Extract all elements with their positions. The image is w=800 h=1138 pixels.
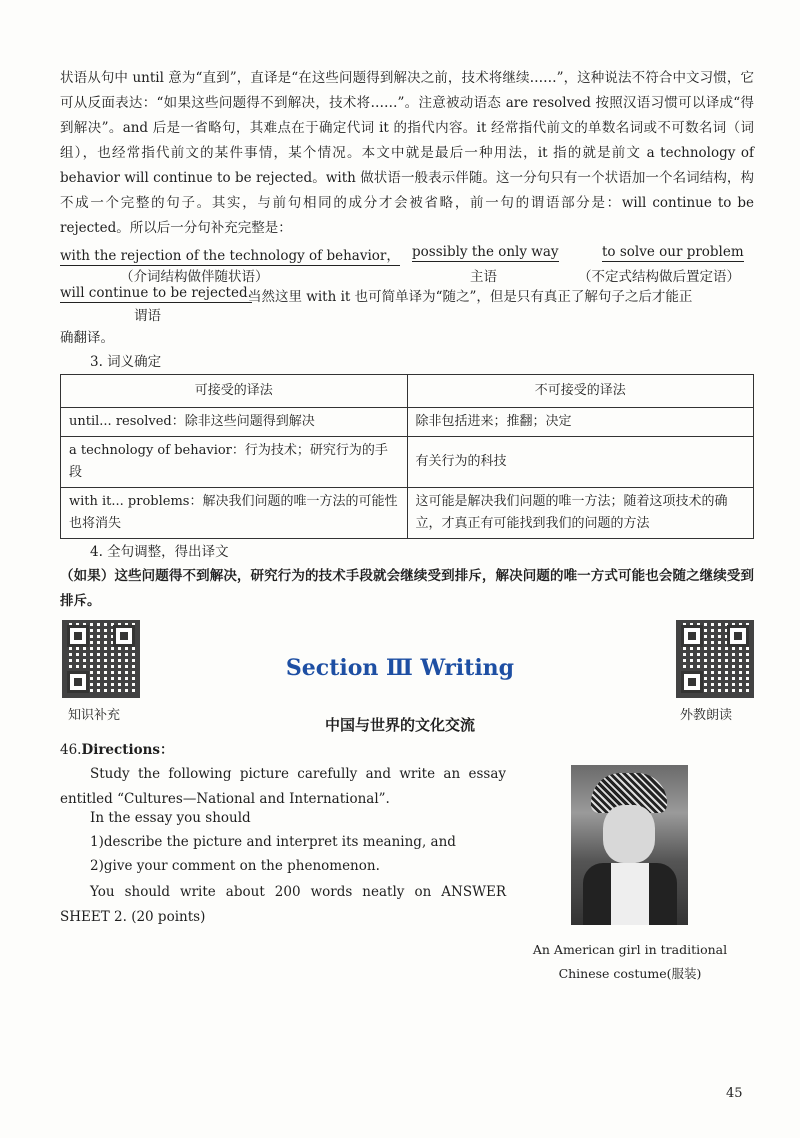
photo-caption-line2: Chinese costume(服装) <box>558 966 702 981</box>
page-number: 45 <box>726 1086 743 1101</box>
table-cell: a technology of behavior：行为技术；研究行为的手段 <box>61 437 408 488</box>
table-cell: with it... problems：解决我们问题的唯一方法的可能性也将消失 <box>61 488 408 539</box>
label-attributive: （不定式结构做后置定语） <box>578 269 740 285</box>
phrase-predicate: will continue to be rejected. <box>60 285 252 301</box>
section4-heading: 4. 全句调整，得出译文 <box>90 544 229 560</box>
label-predicate: 谓语 <box>134 308 161 324</box>
analysis-paragraph: 状语从句中 until 意为“直到”，直译是“在这些问题得到解决之前，技术将继续……”，这种说法不符合中文习惯，它可从反面表达：“如果这些问题得不到解决，技术将……”。注意被动语态 are resolved 按照汉语习惯可以译成“得到解决”。and 后是一省略句，其难点在于确定代词 it 的指代内容。it 经常指代前文的单数名词或不可数名词（词组），也经常指代前文的某件事情，某个情况。本文中就是最后一种用法，it 指的就是前文 a technology of behavior will continue to be rejected。with 做状语一般表示伴随。这一分句只有一个状语加一个名词结构，构不成一个完整的句子。其实，与前句相同的成分才会被省略，前一句的谓语部分是：will continue to be rejected。所以后一分句补充完整是： <box>60 70 754 236</box>
question-para-2: In the essay you should <box>90 810 251 826</box>
question-item-2: 2)give your comment on the phenomenon. <box>90 858 380 874</box>
section3-heading: 3. 词义确定 <box>90 354 162 370</box>
table-cell: 除非包括进来；推翻；决定 <box>407 408 754 437</box>
phrase-adverbial: with the rejection of the technology of behavior， <box>60 244 400 266</box>
question-para-3: You should write about 200 words neatly on ANSWER SHEET 2. (20 points) <box>60 884 506 925</box>
phrase-subject: possibly the only way <box>412 244 559 260</box>
table-row <box>61 437 754 488</box>
table-header-row <box>61 375 754 408</box>
table-header: 可接受的译法 <box>61 375 408 408</box>
photo-caption-line1: An American girl in traditional <box>532 942 728 957</box>
table-cell: 这可能是解决我们问题的唯一方法；随着这项技术的确立，才真正有可能找到我们的问题的方法 <box>407 488 754 539</box>
table-header: 不可接受的译法 <box>407 375 754 408</box>
photo-american-girl <box>571 765 688 925</box>
label-subject: 主语 <box>470 269 497 285</box>
section-title: Section Ⅲ Writing <box>285 655 515 681</box>
table-cell: until... resolved：除非这些问题得到解决 <box>61 408 408 437</box>
translation-table <box>60 374 754 539</box>
qr-left-label: 知识补充 <box>68 708 121 723</box>
table-row <box>61 488 754 539</box>
question-heading <box>60 738 174 758</box>
phrase-attributive: to solve our problem <box>602 244 744 260</box>
table-row <box>61 408 754 437</box>
final-translation: （如果）这些问题得不到解决，研究行为的技术手段就会继续受到排斥，解决问题的唯一方式可能也会随之继续受到排斥。 <box>60 568 754 609</box>
label-adverbial: （介词结构做伴随状语） <box>120 269 269 285</box>
section-subtitle: 中国与世界的文化交流 <box>324 716 475 734</box>
table-cell: 有关行为的科技 <box>407 437 754 488</box>
question-item-1: 1)describe the picture and interpret its meaning, and <box>90 834 456 850</box>
directions-label: Directions： <box>81 742 174 758</box>
qr-right-label: 外教朗读 <box>680 708 733 723</box>
analysis-line-end: 确翻译。 <box>60 330 114 346</box>
question-para-1: Study the following picture carefully and write an essay entitled “Cultures—National and International”. <box>60 766 506 807</box>
analysis-line-rest: 当然这里 with it 也可简单译为“随之”，但是只有真正了解句子之后才能正 <box>248 289 693 305</box>
question-number: 46. <box>60 742 82 758</box>
